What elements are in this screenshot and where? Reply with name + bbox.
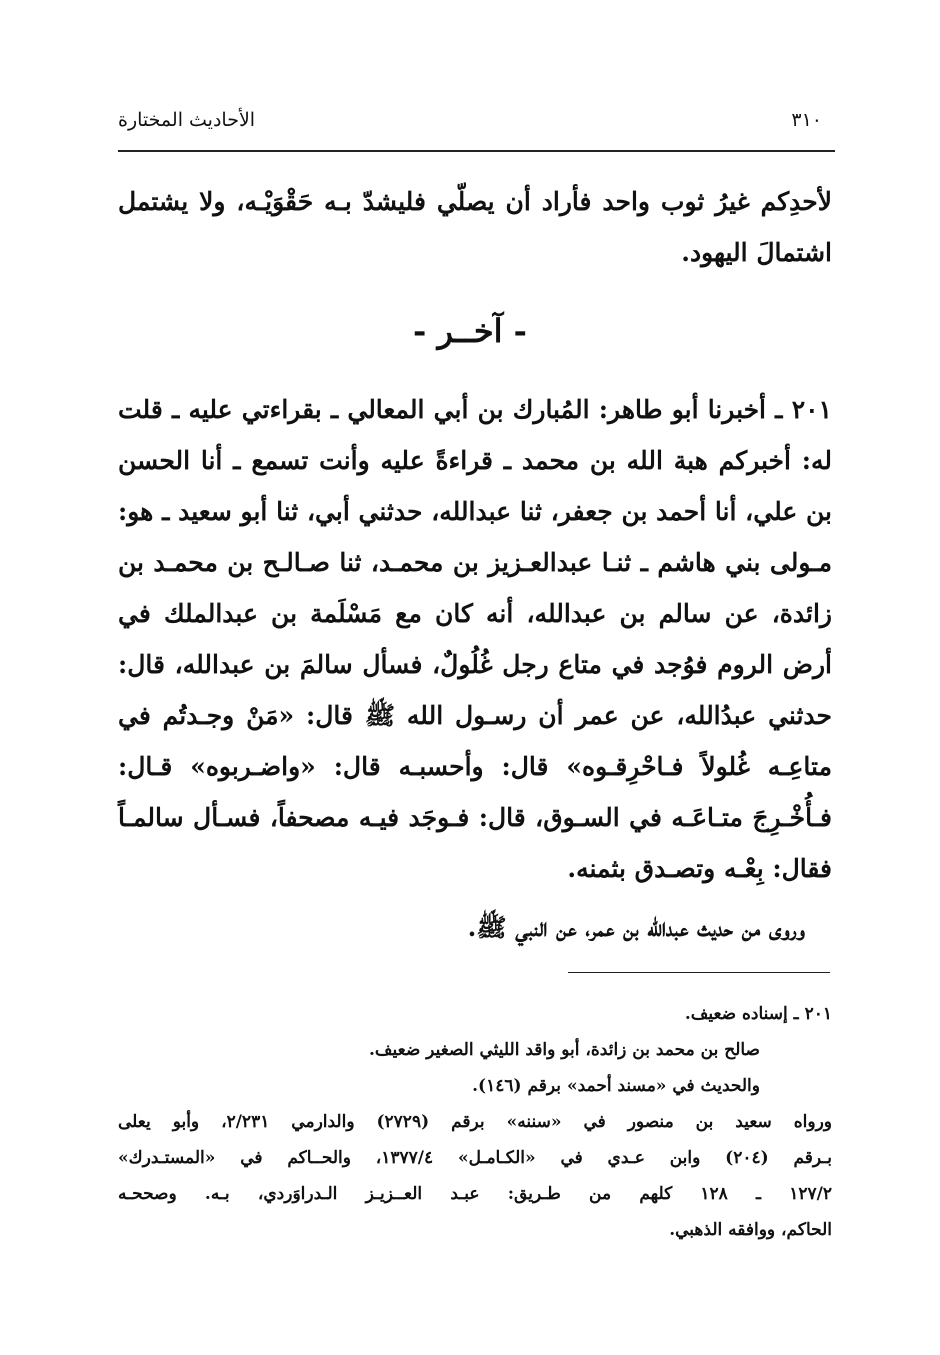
footnote-line: صالح بن محمد بن زائدة، أبو واقد الليثي الصغير ضعيف. <box>368 1040 760 1060</box>
page-number: ٣١٠ <box>791 109 822 131</box>
closing-paragraph: وروى من حديث عبدالله بن عمر، عن النبي ﷺ. <box>467 913 805 942</box>
page-header <box>118 100 822 140</box>
running-title: الأحاديث المختارة <box>118 109 256 131</box>
footnote-line: بـرقم (٢٠٤) وابن عـدي في «الكـامـل» ١٣٧٧/٤، والحــاكم في «المستـدرك» <box>118 1148 832 1168</box>
footnote-line: ١٢٧/٢ ـ ١٢٨ كلهم من طـريق: عبـد العــزيـز الـدراوَردي، بـه. وصححـه <box>118 1184 832 1204</box>
header-divider <box>118 150 835 152</box>
footnote-line: والحديث في «مسند أحمد» برقم (١٤٦). <box>472 1076 760 1096</box>
footnotes <box>118 996 832 1248</box>
hadith-paragraph: ٢٠١ ـ أخبرنا أبو طاهر: المُبارك بن أبي المعالي ـ بقراءتي عليه ـ قلت له: أخبركم هبة الله بن محمد ـ قراءةً عليه وأنت تسمع ـ أنا الحسن بن علي، أنا أحمد بن جعفر، ثنا عبدالله، حدثني أبي، ثنا أبو سعيد ـ هو: مـولى بني هاشم ـ ثنـا عبدالعـزيز بن محمـد، ثنا صـالـح بن محمـد بن زائدة، عن سالم بن عبدالله، أنه كان مع مَسْلَمة بن عبدالملك في أرض الروم فوُجد في متاع رجل غُلُولٌ، فسأل سالمَ بن عبدالله، قال: حدثني عبدُالله، عن عمر أن رسـول الله ﷺ قال: «مَنْ وجـدتُم في متاعِـه غُلولاً فـاحْرِقـوه» قال: وأحسبـه قال: «واضـربوه» قـال: فـأُخْـرِجَ متـاعَـه في السـوق، قال: فـوجَد فيـه مصحفاً، فسـأل سالمـاً فقال: بِعْـه وتصـدق بثمنه. <box>118 395 832 883</box>
footnote-line: الحاكم، ووافقه الذهبي. <box>669 1220 832 1240</box>
section-heading: - آخــر - <box>413 312 527 350</box>
footnote-divider <box>568 972 830 973</box>
footnote-line: ٢٠١ ـ إسناده ضعيف. <box>684 1004 832 1024</box>
footnote-line: ورواه سعيد بن منصور في «سننه» برقم (٢٧٢٩) والدارمي ٢/٢٣١، وأبو يعلى <box>118 1112 832 1132</box>
intro-paragraph: لأحدِكم غيرُ ثوب واحد فأراد أن يصلّي فليشدّ بـه حَقْوَيْـه، ولا يشتمل اشتمالَ اليهود. <box>118 187 832 267</box>
